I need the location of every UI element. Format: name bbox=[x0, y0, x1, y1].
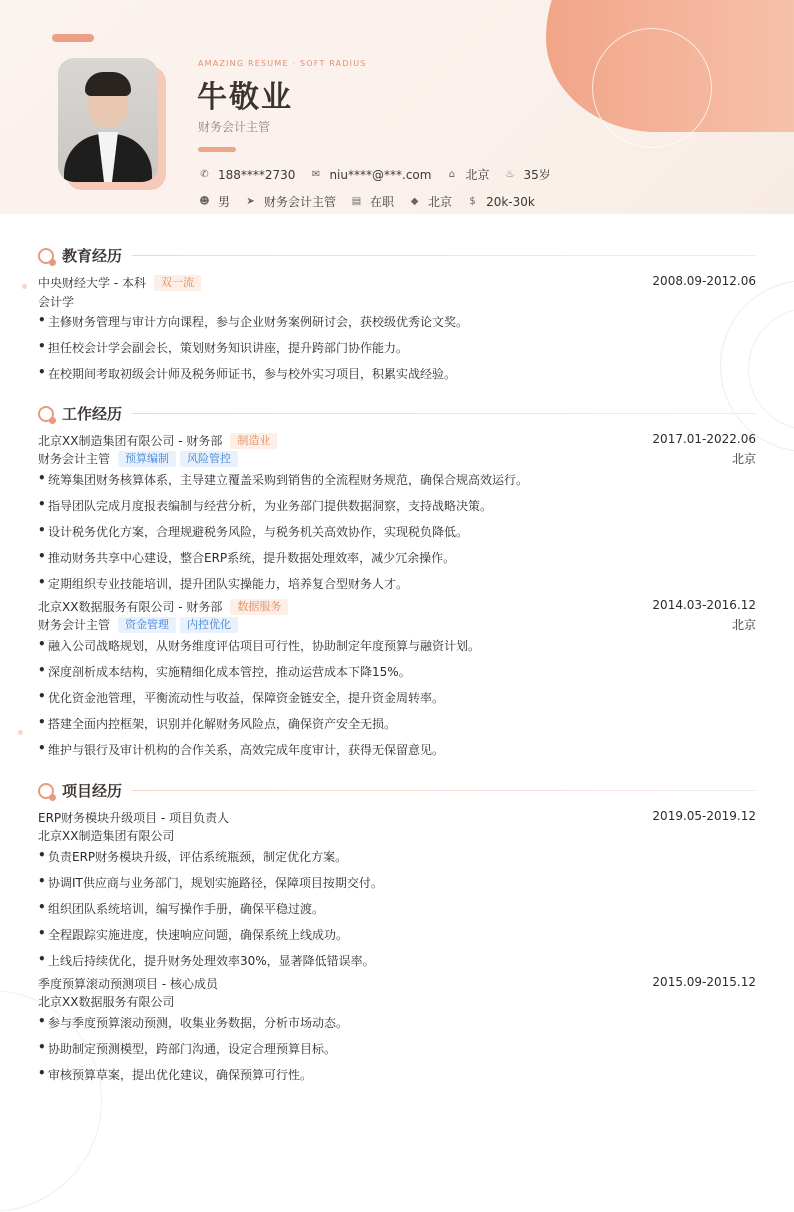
decor-dot bbox=[18, 730, 23, 735]
list-item: • 设计税务优化方案，合理规避税务风险，与税务机关高效协作，实现税负降低。 bbox=[38, 523, 469, 539]
education-date: 2008.09-2012.06 bbox=[652, 274, 756, 288]
project-header bbox=[38, 975, 756, 992]
header-tagline: AMAZING RESUME · SOFT RADIUS bbox=[198, 59, 367, 68]
project-title: ERP财务模块升级项目 - 项目负责人 bbox=[38, 811, 230, 825]
list-item: • 统筹集团财务核算体系，主导建立覆盖采购到销售的全流程财务规范，确保合规高效运行。 bbox=[38, 471, 529, 487]
contact-row bbox=[198, 166, 565, 183]
company-name: 北京XX数据服务有限公司 - 财务部 bbox=[38, 600, 223, 614]
project-company-row bbox=[38, 993, 756, 1010]
contact-city: ⌂ 北京 bbox=[445, 166, 489, 183]
list-item: • 组织团队系统培训，编写操作手册，确保平稳过渡。 bbox=[38, 900, 325, 916]
search-icon bbox=[38, 248, 54, 264]
list-item: • 审核预算草案，提出优化建议，确保预算可行性。 bbox=[38, 1066, 313, 1082]
home-icon: ⌂ bbox=[448, 169, 456, 180]
education-major-row bbox=[38, 293, 756, 310]
search-icon bbox=[38, 783, 54, 799]
industry-tag: 数据服务 bbox=[230, 599, 288, 615]
location-icon: ◆ bbox=[410, 196, 419, 207]
gender-icon: ☻ bbox=[199, 196, 210, 207]
section-work-title: 工作经历 bbox=[38, 403, 756, 424]
list-item: • 参与季度预算滚动预测，收集业务数据，分析市场动态。 bbox=[38, 1014, 349, 1030]
school-tag: 双一流 bbox=[154, 275, 201, 291]
list-item: • 推动财务共享中心建设，整合ERP系统，提升数据处理效率，减少冗余操作。 bbox=[38, 549, 456, 565]
project-date: 2015.09-2015.12 bbox=[652, 975, 756, 989]
project-company: 北京XX制造集团有限公司 bbox=[38, 829, 175, 843]
work-date: 2014.03-2016.12 bbox=[652, 598, 756, 612]
industry-tag: 制造业 bbox=[230, 433, 277, 449]
info-location: ◆ 北京 bbox=[408, 193, 452, 210]
mail-icon: ✉ bbox=[311, 169, 321, 180]
list-item: • 维护与银行及审计机构的合作关系，高效完成年度审计，获得无保留意见。 bbox=[38, 741, 445, 757]
list-item: • 主修财务管理与审计方向课程，参与企业财务案例研讨会，获校级优秀论文奖。 bbox=[38, 313, 469, 329]
list-item: • 担任校会计学会副会长，策划财务知识讲座，提升跨部门协作能力。 bbox=[38, 339, 409, 355]
work-header bbox=[38, 598, 756, 615]
role: 财务会计主管 bbox=[38, 452, 111, 466]
list-item: • 融入公司战略规划，从财务维度评估项目可行性，协助制定年度预算与融资计划。 bbox=[38, 637, 481, 653]
list-item: • 上线后持续优化，提升财务处理效率30%，显著降低错误率。 bbox=[38, 952, 375, 968]
info-position: ➤ 财务会计主管 bbox=[244, 193, 336, 210]
contact-phone: ✆ 188****2730 bbox=[198, 168, 295, 182]
list-item: • 定期组织专业技能培训，提升团队实操能力，培养复合型财务人才。 bbox=[38, 575, 409, 591]
accent-bar bbox=[52, 34, 94, 42]
briefcase-icon: ▤ bbox=[351, 196, 362, 207]
avatar bbox=[58, 58, 158, 182]
work-role-row bbox=[38, 616, 756, 633]
section-education-title: 教育经历 bbox=[38, 245, 756, 266]
list-item: • 负责ERP财务模块升级，评估系统瓶颈，制定优化方案。 bbox=[38, 848, 348, 864]
send-icon: ➤ bbox=[246, 196, 255, 207]
intent-row bbox=[198, 193, 549, 210]
list-item: • 优化资金池管理，平衡流动性与收益，保障资金链安全，提升资金周转率。 bbox=[38, 689, 445, 705]
project-date: 2019.05-2019.12 bbox=[652, 809, 756, 823]
list-item: • 全程跟踪实施进度，快速响应问题，确保系统上线成功。 bbox=[38, 926, 349, 942]
phone-icon: ✆ bbox=[200, 169, 209, 180]
project-company: 北京XX数据服务有限公司 bbox=[38, 995, 175, 1009]
work-date: 2017.01-2022.06 bbox=[652, 432, 756, 446]
project-title: 季度预算滚动预测项目 - 核心成员 bbox=[38, 977, 218, 991]
company-name: 北京XX制造集团有限公司 - 财务部 bbox=[38, 434, 223, 448]
section-project-title: 项目经历 bbox=[38, 780, 756, 801]
education-header bbox=[38, 274, 756, 291]
work-location: 北京 bbox=[731, 618, 756, 632]
major: 会计学 bbox=[38, 295, 75, 309]
cake-icon: ♨ bbox=[505, 169, 515, 180]
contact-age: ♨ 35岁 bbox=[503, 166, 550, 183]
work-location: 北京 bbox=[731, 452, 756, 466]
school-name: 中央财经大学 - 本科 bbox=[38, 276, 146, 290]
skill-tag: 内控优化 bbox=[180, 617, 238, 633]
work-header bbox=[38, 432, 756, 449]
contact-email: ✉ niu****@***.com bbox=[309, 168, 431, 182]
skill-tag: 风险管控 bbox=[180, 451, 238, 467]
list-item: • 指导团队完成月度报表编制与经营分析，为业务部门提供数据洞察，支持战略决策。 bbox=[38, 497, 493, 513]
skill-tag: 预算编制 bbox=[118, 451, 176, 467]
job-title: 财务会计主管 bbox=[198, 120, 271, 134]
info-salary: $ 20k-30k bbox=[466, 195, 535, 209]
list-item: • 协调IT供应商与业务部门，规划实施路径，保障项目按期交付。 bbox=[38, 874, 383, 890]
list-item: • 深度剖析成本结构，实施精细化成本管控，推动运营成本下降15%。 bbox=[38, 663, 411, 679]
skill-tag: 资金管理 bbox=[118, 617, 176, 633]
decor-dot bbox=[22, 284, 27, 289]
info-status: ▤ 在职 bbox=[351, 195, 395, 209]
candidate-name: 牛敬业 bbox=[197, 80, 293, 115]
title-underline bbox=[198, 147, 236, 152]
list-item: • 协助制定预测模型，跨部门沟通，设定合理预算目标。 bbox=[38, 1040, 337, 1056]
list-item: • 搭建全面内控框架，识别并化解财务风险点，确保资产安全无损。 bbox=[38, 715, 397, 731]
list-item: • 在校期间考取初级会计师及税务师证书，参与校外实习项目，积累实战经验。 bbox=[38, 365, 457, 381]
search-icon bbox=[38, 406, 54, 422]
info-gender: ☻ 男 bbox=[199, 195, 231, 209]
money-icon: $ bbox=[469, 196, 476, 207]
project-company-row bbox=[38, 827, 756, 844]
header-decoration-ring bbox=[592, 28, 712, 148]
work-role-row bbox=[38, 450, 756, 467]
role: 财务会计主管 bbox=[38, 618, 111, 632]
project-header bbox=[38, 809, 756, 826]
